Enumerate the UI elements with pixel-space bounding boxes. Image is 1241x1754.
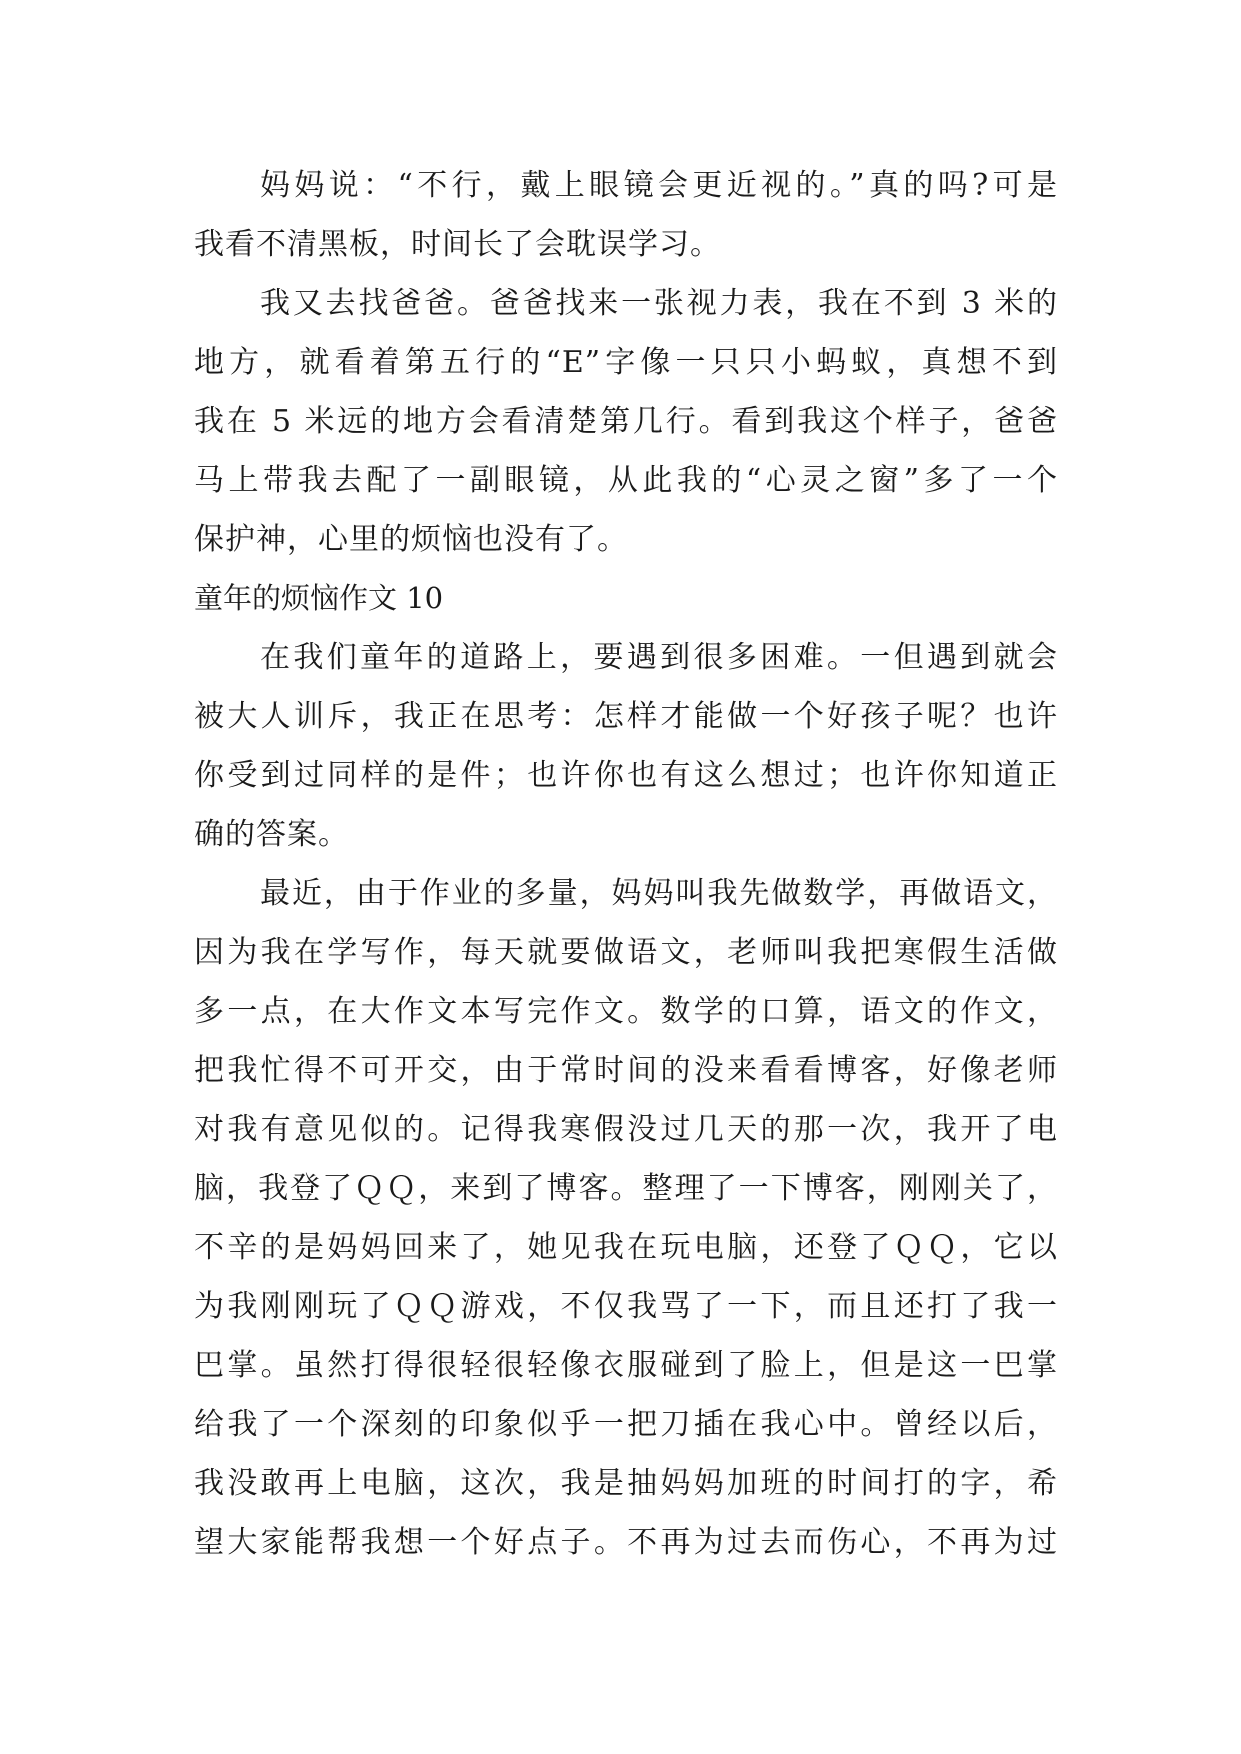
text-line: 脑，我登了ＱＱ，来到了博客。整理了一下博客，刚刚关了， [194,1171,1058,1206]
text-line: 给我了一个深刻的印象似乎一把刀插在我心中。曾经以后， [194,1407,1058,1442]
text-line: 保护神，心里的烦恼也没有了。 [194,522,628,557]
paragraph [194,156,1058,274]
text-line: 你受到过同样的是件；也许你也有这么想过；也许你知道正 [194,758,1058,793]
text-line: 确的答案。 [194,817,349,852]
text-line: 被大人训斥，我正在思考：怎样才能做一个好孩子呢？也许 [194,699,1058,734]
text-line: 我看不清黑板，时间长了会耽误学习。 [194,227,721,262]
text-line: 把我忙得不可开交，由于常时间的没来看看博客，好像老师 [194,1053,1058,1088]
paragraph [194,274,1058,569]
text-line: 为我刚刚玩了ＱＱ游戏，不仅我骂了一下，而且还打了我一 [194,1289,1058,1324]
text-line: 妈妈说：“不行，戴上眼镜会更近视的。”真的吗?可是 [260,168,1058,203]
text-line: 马上带我去配了一副眼镜，从此我的“心灵之窗”多了一个 [194,463,1058,498]
text-line: 多一点，在大作文本写完作文。数学的口算，语文的作文， [194,994,1058,1029]
section-heading: 童年的烦恼作文 10 [194,581,444,615]
text-line: 我没敢再上电脑，这次，我是抽妈妈加班的时间打的字，希 [194,1466,1058,1501]
text-line: 我又去找爸爸。爸爸找来一张视力表，我在不到 3 米的 [260,286,1058,321]
paragraph [194,864,1058,1572]
text-line: 在我们童年的道路上，要遇到很多困难。一但遇到就会 [260,640,1058,675]
text-line: 因为我在学写作，每天就要做语文，老师叫我把寒假生活做 [194,935,1058,970]
text-line: 对我有意见似的。记得我寒假没过几天的那一次，我开了电 [194,1112,1058,1147]
document-body [194,156,1058,1572]
text-line: 巴掌。虽然打得很轻很轻像衣服碰到了脸上，但是这一巴掌 [194,1348,1058,1383]
text-line: 地方，就看着第五行的“E”字像一只只小蚂蚁，真想不到 [194,345,1058,380]
text-line: 最近，由于作业的多量，妈妈叫我先做数学，再做语文， [260,876,1058,911]
text-line: 不辛的是妈妈回来了，她见我在玩电脑，还登了ＱＱ，它以 [194,1230,1058,1265]
text-line: 望大家能帮我想一个好点子。不再为过去而伤心，不再为过 [194,1525,1058,1560]
paragraph [194,628,1058,864]
text-line: 我在 5 米远的地方会看清楚第几行。看到我这个样子，爸爸 [194,404,1058,439]
